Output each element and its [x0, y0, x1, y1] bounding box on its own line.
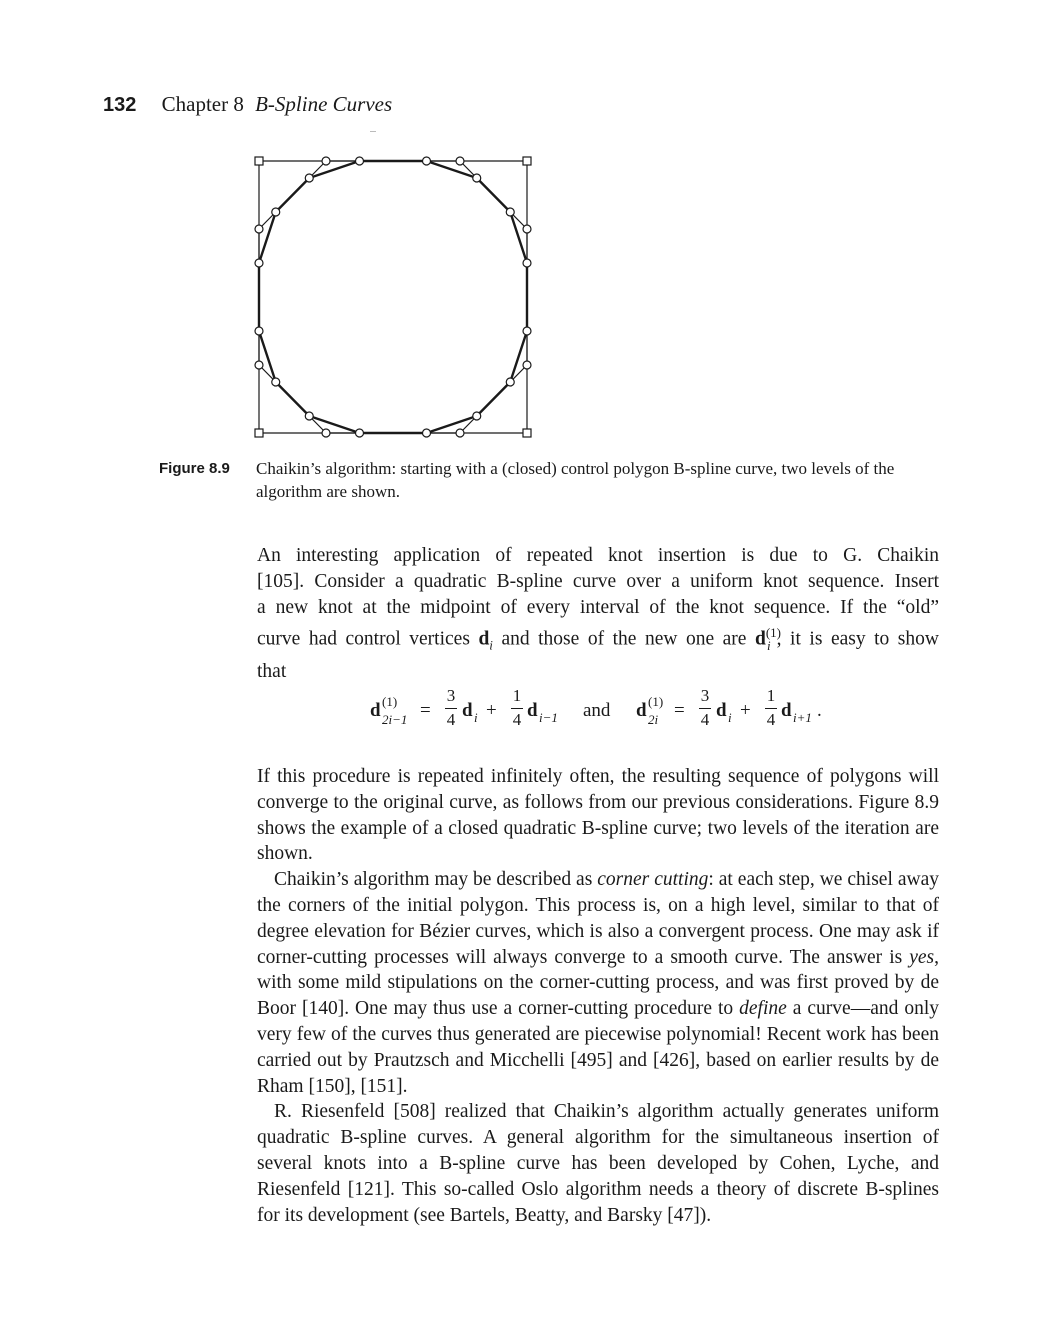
p1-line-5: that [257, 660, 287, 682]
p3-corner-cutting: corner cutting [597, 869, 709, 891]
eq-d-left: d [370, 700, 381, 721]
level-2-vertex-marker [523, 259, 531, 267]
paragraph-2: If this procedure is repeated infinitely often, the resulting sequence of polygons will converge to the original curve, as follows from our previous considerations. Figure 8.9 shows the example of a closed quadratic B-spline curve; two levels of the iteration are shown. [257, 766, 939, 865]
paragraph-4: R. Riesenfeld [508] realized that Chaikin’s algorithm actually generates uniform quadratic B-spline curves. A general algorithm for the simultaneous insertion of several knots into a B-spline curve has been developed by Cohen, Lyche, and Riesenfeld [121]. This so-called Oslo algorithm needs a theory of discrete B-splines for its development (see Bartels, Beatty, and Barsky [47]). [257, 1101, 939, 1226]
frac-bar [699, 708, 711, 709]
p1-line-4c: , it is easy to show [776, 628, 939, 650]
level-1-vertex-marker [322, 429, 330, 437]
p3-yes: yes [909, 946, 935, 968]
frac-bar [765, 708, 777, 709]
eq-d-i-left: d [462, 700, 473, 721]
eq-plus-right: + [740, 700, 751, 721]
frac-num: 3 [446, 686, 456, 705]
chaikin-equation [370, 686, 830, 732]
p3-a: Chaikin’s algorithm may be described as [274, 869, 598, 891]
control-vertex-marker [255, 429, 263, 437]
d-symbol-new: d [754, 628, 766, 650]
chaikin-figure [0, 0, 1051, 450]
level-2-vertex-marker [356, 429, 364, 437]
paragraph-1 [257, 543, 939, 684]
eq-sub-ip1: i+1 [793, 710, 812, 725]
level-2-vertex-marker [506, 378, 514, 386]
frac-num: 3 [700, 686, 710, 705]
p3-define: define [739, 998, 787, 1020]
frac-den: 4 [766, 710, 776, 729]
eq-sub-left: 2i−1 [382, 712, 408, 727]
level-1-vertex-marker [523, 361, 531, 369]
eq-plus-left: + [486, 700, 497, 721]
eq-d-i-right: d [716, 700, 727, 721]
level-2-vertex-marker [473, 412, 481, 420]
eq-sub-i-left: i [474, 710, 478, 725]
chapter-label: Chapter 8 [161, 92, 244, 116]
level-2-vertex-marker [305, 412, 313, 420]
eq-sub-im1: i−1 [539, 710, 558, 725]
eq-d-right: d [636, 700, 647, 721]
p1-line-2: [105]. Consider a quadratic B-spline curve over a uniform knot sequence. Insert [257, 570, 939, 592]
d-sub-i: i [489, 637, 493, 653]
control-vertex-marker [523, 157, 531, 165]
level-2-vertex-marker [255, 259, 263, 267]
level-1-vertex-marker [255, 225, 263, 233]
figure-markers [255, 157, 531, 437]
eq-d-ip1: d [781, 700, 792, 721]
body-paragraphs [257, 764, 939, 1228]
control-vertex-marker [523, 429, 531, 437]
p1-line-3: a new knot at the midpoint of every interval of the knot sequence. If the “old” [257, 596, 939, 618]
p3-e: , with some mild stipulations on the corner-cutting process, and was first proved by de Boor [140]. One may thus use a corner-cutting procedure to [257, 946, 939, 1020]
level-2-vertex-marker [356, 157, 364, 165]
level-2-vertex-marker [272, 378, 280, 386]
level-1-vertex-marker [523, 225, 531, 233]
level-1-vertex-marker [255, 361, 263, 369]
eq-d-im1: d [527, 700, 538, 721]
caption-text: Chaikin’s algorithm: starting with a (closed) control polygon B-spline curve, two levels of the algorithm are shown. [256, 459, 895, 501]
control-polygon [259, 161, 527, 433]
level-1-vertex-marker [322, 157, 330, 165]
level-1-vertex-marker [456, 157, 464, 165]
figure-label: Figure 8.9 [159, 460, 230, 477]
p1-line-1: An interesting application of repeated knot insertion is due to G. Chaikin [257, 545, 939, 566]
paragraph-3 [257, 867, 939, 1099]
level-2-vertex-marker [305, 174, 313, 182]
level-1-vertex-marker [456, 429, 464, 437]
frac-den: 4 [446, 710, 456, 729]
eq-period: . [817, 700, 822, 721]
p1-line-4a: curve had control vertices [257, 628, 479, 650]
level-2-vertex-marker [473, 174, 481, 182]
frac-num: 1 [512, 686, 522, 705]
level-2-vertex-marker [423, 429, 431, 437]
eq-sup-left: (1) [382, 694, 398, 709]
page-number: 132 [103, 94, 137, 116]
p3-c: : at each step, we chisel away the corners of the initial polygon. This process is, on a high level, similar to that of degree elevation for Bézier curves, which is also a convergent process. One may ask if corner-cutting processes will always converge to a smooth curve. The answer is [257, 869, 939, 968]
d-symbol: d [478, 628, 490, 650]
level-2-vertex-marker [523, 327, 531, 335]
eq-and: and [583, 700, 611, 721]
d-new-sub-i: i [767, 637, 771, 653]
frac-num: 1 [766, 686, 776, 705]
p1-line-4 [257, 620, 939, 658]
level-1-polygon [259, 161, 527, 433]
eq-equals-right: = [674, 700, 685, 721]
level-2-vertex-marker [423, 157, 431, 165]
p3-g: a curve—and only very few of the curves thus generated are piecewise polynomial! Recent work has been carried out by Prautzsch and Micchelli [495] and [426], based on earlier results by de Rham [150], [151]. [257, 998, 939, 1097]
frac-den: 4 [512, 710, 522, 729]
eq-sub-i-right: i [728, 710, 732, 725]
frac-bar [511, 708, 523, 709]
frac-bar [445, 708, 457, 709]
figure-lines [259, 161, 527, 433]
chapter-title: B-Spline Curves [255, 92, 393, 116]
level-2-vertex-marker [272, 208, 280, 216]
level-2-vertex-marker [255, 327, 263, 335]
eq-sup-right: (1) [648, 694, 664, 709]
control-vertex-marker [255, 157, 263, 165]
level-2-vertex-marker [506, 208, 514, 216]
d-sup-1: (1) [765, 625, 782, 641]
frac-den: 4 [700, 710, 710, 729]
level-2-polygon [259, 161, 527, 433]
eq-equals-left: = [420, 700, 431, 721]
eq-sub-right: 2i [648, 712, 659, 727]
p1-line-4b: and those of the new one are [492, 628, 755, 650]
